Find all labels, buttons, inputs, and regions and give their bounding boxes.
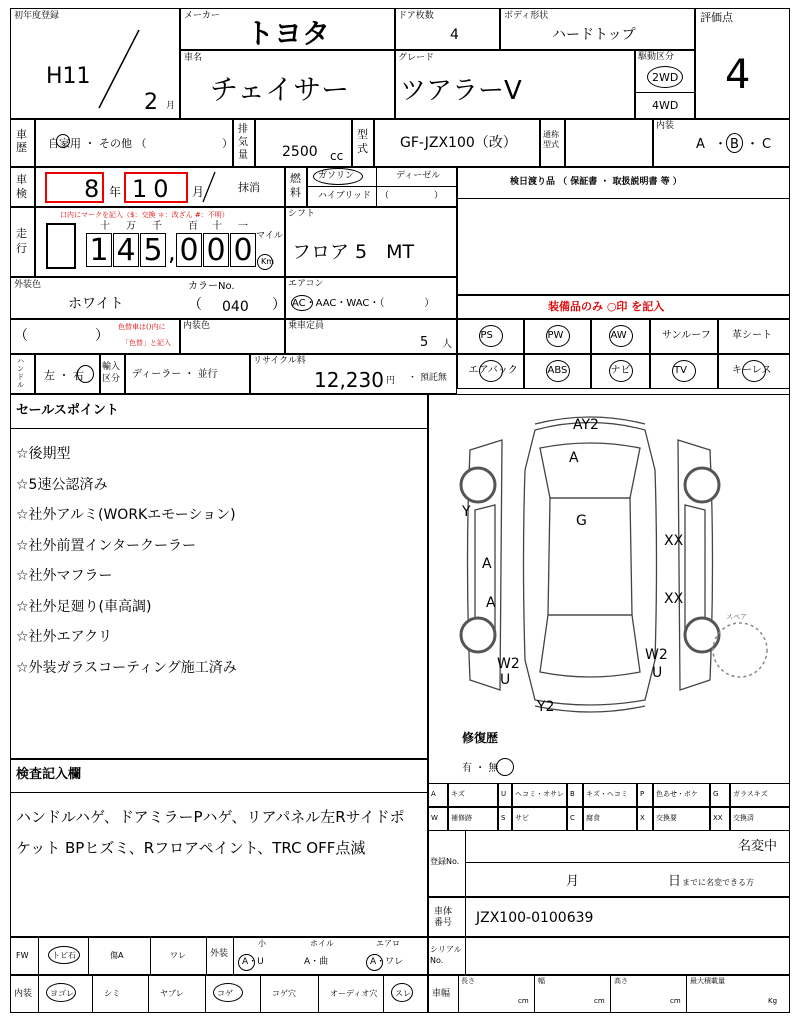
- size-hgt: 高さ: [614, 977, 628, 985]
- mark-y: Y: [462, 504, 471, 520]
- equip-item-items2-2: ナビ: [610, 365, 631, 376]
- mark-xx1: XX: [664, 533, 684, 549]
- int2-circle: [391, 983, 413, 1002]
- equip-item-items1-4: 革シート: [732, 330, 772, 341]
- capacity-value: 5: [420, 335, 429, 350]
- equip-circle: [546, 360, 570, 382]
- repair-label: 修復歴: [462, 731, 499, 745]
- exterior-value: ホワイト: [68, 296, 124, 312]
- equip-title: 装備品のみ ○印 を記入: [548, 300, 665, 313]
- equip-item-items2-3: TV: [674, 365, 687, 376]
- interior-dot1: ・: [714, 137, 728, 152]
- mileage-digit-0: 1: [86, 233, 112, 267]
- mark-ay2: AY2: [573, 417, 599, 433]
- size-kg: Kg: [768, 997, 778, 1005]
- history-text: 自家用 ・ その他 （: [48, 137, 147, 150]
- legend-text: 腐食: [586, 814, 600, 822]
- mark-xx2: XX: [664, 591, 684, 607]
- color-no: 040: [222, 299, 249, 315]
- docs-label: 検日渡り品 （ 保証書 ・ 取扱説明書 等 ）: [510, 177, 682, 187]
- sales-point: ☆外装ガラスコーティング施工済み: [16, 659, 237, 676]
- mileage-comma: ,: [168, 238, 176, 266]
- recycle-label: リサイクル料: [253, 356, 306, 366]
- int2-divider: [205, 975, 206, 1013]
- inspect-label: 車検: [16, 173, 27, 200]
- spare-label: スペア: [726, 613, 747, 621]
- equip-item-items2-4: キーレス: [732, 365, 772, 376]
- inspect-month: 10: [132, 175, 175, 203]
- interior-c: C: [762, 137, 772, 152]
- inspect-year-unit: 年: [109, 185, 122, 199]
- repair-circle: [496, 758, 514, 776]
- ext-sub-close: ）: [95, 328, 109, 344]
- interior-b: B: [730, 137, 739, 152]
- mileage-digit-2: 5: [140, 233, 166, 267]
- int2-label: 内装: [14, 989, 33, 999]
- mileage-digit-1: 4: [113, 233, 139, 267]
- handle-label: ハンドル: [17, 357, 24, 389]
- mark-a-left2: A: [486, 595, 496, 611]
- int2-item-3: コゲ: [217, 989, 233, 998]
- history-circle: [56, 134, 70, 148]
- sales-point: ☆社外エアクリ: [16, 629, 113, 645]
- mileage-unit-1: 万: [126, 221, 136, 232]
- int2-item-0: ヨゴレ: [50, 989, 74, 998]
- drive-2wd: 2WD: [652, 71, 679, 84]
- fuel-gas-circle: [313, 168, 363, 185]
- body-value: ハードトップ: [552, 27, 636, 43]
- inspect-month-unit: 月: [192, 185, 205, 199]
- ac-label: エアコン: [288, 279, 324, 289]
- drive-2wd-circle: [647, 66, 683, 88]
- color-close: ）: [272, 297, 286, 313]
- ext2-v1: A・U: [242, 957, 264, 967]
- legend-text: W: [431, 814, 438, 822]
- inspect-year: 8: [84, 175, 100, 203]
- recycle-value: 12,230: [314, 368, 384, 392]
- recycle-unit: 円: [386, 376, 396, 386]
- legend-text: キズ: [451, 790, 465, 798]
- grade-value: ツアラーV: [400, 76, 522, 106]
- size-cm2: cm: [594, 997, 605, 1005]
- int2-item-4: コゲ穴: [272, 989, 296, 998]
- check-title: 検査記入欄: [16, 767, 82, 782]
- fw-label: FW: [16, 951, 29, 960]
- equip-item-items2-0: エアバック: [468, 365, 518, 376]
- capacity-label: 乗車定員: [288, 321, 325, 331]
- fw-item-2: ワレ: [170, 951, 186, 960]
- interior-dot2: ・: [746, 137, 760, 152]
- inspect-slash: [200, 170, 218, 204]
- int2-divider: [383, 975, 384, 1013]
- size-wid: 幅: [538, 977, 545, 985]
- fuel-label: 燃料: [290, 172, 301, 199]
- size-max: 最大積載量: [690, 977, 725, 985]
- mark-g: G: [576, 513, 587, 529]
- int-color-note2: 「色替」と記入: [122, 339, 171, 347]
- sales-point: ☆社外前置インタークーラー: [16, 537, 196, 554]
- regno-month: 月: [566, 874, 580, 889]
- interior-label: 内装: [656, 121, 675, 131]
- regno-day: 日: [668, 874, 682, 889]
- handle-circle: [77, 365, 94, 383]
- spare-tire-icon: [713, 623, 767, 677]
- ext-sub-open: （: [14, 328, 28, 344]
- equip-circle: [479, 325, 503, 347]
- common-cell: [565, 119, 653, 167]
- repair-value: 有 ・ 無: [462, 763, 499, 774]
- mileage-digit-4: 0: [203, 233, 229, 267]
- int2-divider: [318, 975, 319, 1013]
- size-len: 長さ: [461, 977, 475, 985]
- capacity-unit: 人: [442, 339, 452, 350]
- legend-text: U: [501, 790, 507, 798]
- ext2-v2: A・曲: [304, 957, 329, 967]
- legend-text: 交換済: [733, 814, 754, 822]
- check-text: ハンドルハゲ、ドアミラーPハゲ、リアパネル左Rサイドポケット BPヒズミ、Rフロアペイント、TRC OFF点滅: [16, 808, 405, 857]
- mark-u-left: U: [500, 672, 511, 688]
- legend-text: 交換要: [656, 814, 677, 822]
- import-label: 輸入区分: [102, 362, 121, 384]
- sales-point: ☆社外アルミ(WORKエモーション): [16, 507, 236, 523]
- cc-unit: cc: [330, 149, 344, 163]
- car-value: チェイサー: [210, 73, 350, 106]
- legend-text: A: [431, 790, 436, 798]
- legend-text: P: [640, 790, 645, 798]
- legend-text: X: [640, 814, 645, 822]
- doors-label: ドア枚数: [398, 11, 434, 21]
- drive-label: 駆動区分: [638, 52, 675, 62]
- mileage-unit-5: 一: [238, 221, 248, 232]
- ext2-aero: エアロ: [376, 939, 400, 948]
- mileage-km-circle: [257, 254, 273, 270]
- int2-divider: [38, 975, 39, 1013]
- equip-circle: [479, 360, 503, 382]
- maker-value: トヨタ: [246, 17, 331, 50]
- size-cm1: cm: [518, 997, 529, 1005]
- int-color-label: 内装色: [183, 321, 211, 331]
- ac-value: AC・AAC・WAC・（ ）: [292, 298, 435, 309]
- legend-text: 補修跡: [451, 814, 472, 822]
- equip-item-items1-3: サンルーフ: [662, 330, 711, 341]
- grade-label: グレード: [398, 53, 435, 63]
- size-label: 車幅: [432, 989, 451, 999]
- legend-text: XX: [713, 814, 723, 822]
- equip-circle: [742, 360, 766, 382]
- history-label: 車歴: [16, 128, 27, 154]
- mark-u-right: U: [652, 665, 663, 681]
- reg-month: 2: [144, 90, 158, 115]
- drive-4wd: 4WD: [652, 99, 679, 112]
- equip-circle: [609, 325, 633, 347]
- color-open: （: [188, 297, 202, 313]
- ext2-circle1: [238, 954, 255, 971]
- ac-circle: [291, 295, 313, 311]
- reg-slash: [95, 28, 145, 110]
- legend-text: G: [713, 790, 719, 798]
- mileage-unit-3: 百: [188, 221, 198, 232]
- sales-point: ☆5速公認済み: [16, 476, 108, 493]
- mileage-mile: マイル: [256, 231, 283, 241]
- legend-text: 色あせ・ボケ: [656, 790, 698, 798]
- sales-point: ☆後期型: [16, 446, 71, 462]
- mark-y2: Y2: [537, 699, 555, 715]
- int2-divider: [92, 975, 93, 1013]
- cc-value: 2500: [282, 144, 318, 160]
- cc-label: 排気量: [238, 124, 248, 161]
- int2-circle: [213, 983, 243, 1002]
- legend-text: S: [501, 814, 506, 822]
- score-label: 評価点: [700, 11, 733, 24]
- mileage-mark-box: [46, 223, 76, 269]
- fuel-other: （ ）: [380, 191, 444, 201]
- equip-circle: [672, 360, 696, 382]
- equip-item-items1-0: PS: [480, 330, 493, 341]
- score-value: 4: [725, 52, 751, 98]
- handle-value: 左 ・ 右: [44, 369, 84, 382]
- int2-item-2: ヤブレ: [160, 989, 184, 998]
- regno-change: 名変中: [738, 839, 778, 854]
- inspect-erased: 抹消: [238, 181, 260, 194]
- mileage-digit-3: 0: [176, 233, 202, 267]
- int2-item-6: スレ: [395, 989, 411, 998]
- interior-a: A: [696, 137, 705, 152]
- model-label: 型式: [357, 128, 368, 155]
- ext2-v3: A・ワレ: [370, 957, 404, 967]
- mark-a-left1: A: [482, 556, 492, 572]
- int2-divider: [260, 975, 261, 1013]
- legend-text: ガラスキズ: [733, 790, 768, 798]
- reg-era: H11: [46, 64, 91, 89]
- reg-label: 初年度登録: [14, 11, 60, 21]
- mileage-unit-4: 十: [212, 221, 222, 232]
- int2-item-1: シミ: [104, 989, 120, 998]
- fw-item-1: 傷A: [110, 951, 124, 960]
- doors-value: 4: [450, 27, 459, 43]
- equip-item-items2-1: ABS: [547, 365, 568, 376]
- common-label: 通称型式: [543, 130, 559, 149]
- mileage-label: 走行: [16, 227, 27, 255]
- legend-text: キズ・ヘコミ: [586, 790, 628, 798]
- recycle-deposit: ・ 預託無: [408, 373, 447, 383]
- fw-circle: [48, 946, 80, 964]
- mileage-digit-5: 0: [230, 233, 256, 267]
- reg-month-unit: 月: [166, 101, 176, 111]
- ext2-label: 外装: [210, 949, 229, 959]
- import-value: ディーラー ・ 並行: [132, 369, 218, 380]
- interior-circle: [726, 133, 743, 153]
- mark-a-roof: A: [569, 450, 579, 466]
- int2-item-5: オーディオ穴: [330, 989, 378, 998]
- color-no-label: カラーNo.: [188, 281, 235, 292]
- legend-text: ヘコミ・オサレ: [515, 790, 564, 798]
- regno-note: までに名変できる方: [682, 878, 754, 887]
- body-label: ボディ形状: [504, 11, 549, 21]
- sales-point: ☆社外足廻り(車高調): [16, 598, 152, 615]
- shift-value: フロア 5 MT: [292, 241, 415, 263]
- legend-text: サビ: [515, 814, 529, 822]
- equip-item-items1-2: AW: [610, 330, 627, 341]
- maker-label: メーカー: [184, 11, 220, 21]
- legend-text: C: [570, 814, 575, 822]
- int2-divider: [148, 975, 149, 1013]
- sales-point: ☆社外マフラー: [16, 568, 113, 584]
- regno-label: 登録No.: [430, 857, 460, 866]
- shift-label: シフト: [288, 209, 316, 219]
- int-color-note1: 色替車は()内に: [118, 323, 166, 331]
- equip-circle: [609, 360, 633, 382]
- fuel-diesel: ディーゼル: [396, 171, 441, 181]
- mileage-unit-0: 十: [100, 221, 110, 232]
- ext2-circle2: [366, 954, 383, 971]
- mileage-km: Km: [261, 257, 275, 266]
- mark-w2-right: W2: [645, 647, 668, 663]
- history-close: ）: [222, 137, 233, 150]
- fw-item-0: トビ石: [52, 951, 76, 960]
- fuel-gas: ガソリン: [318, 171, 355, 181]
- size-cm3: cm: [670, 997, 681, 1005]
- serial-cell: [428, 937, 790, 975]
- serial-label: シリアルNo.: [430, 945, 462, 965]
- exterior-label: 外装色: [14, 280, 42, 290]
- legend-text: B: [570, 790, 575, 798]
- mileage-note: 口内にマークを記入（$：交換 ＊：改ざん #：不明）: [60, 211, 229, 219]
- vin-label: 車体番号: [434, 907, 453, 928]
- size-cell: [428, 975, 790, 1013]
- equip-item-items1-1: PW: [547, 330, 564, 341]
- model-value: GF-JZX100（改）: [400, 135, 517, 151]
- ext2-small: 小: [258, 939, 266, 948]
- vin-value: JZX100-0100639: [476, 910, 594, 926]
- mark-w2-left: W2: [497, 656, 520, 672]
- car-label: 車名: [184, 53, 203, 63]
- int2-circle: [46, 983, 76, 1002]
- sales-title: セールスポイント: [16, 403, 119, 418]
- ext2-wheel: ホイル: [310, 939, 334, 948]
- mileage-unit-2: 千: [152, 221, 162, 232]
- fuel-hybrid: ハイブリッド: [318, 191, 372, 201]
- equip-circle: [546, 325, 570, 347]
